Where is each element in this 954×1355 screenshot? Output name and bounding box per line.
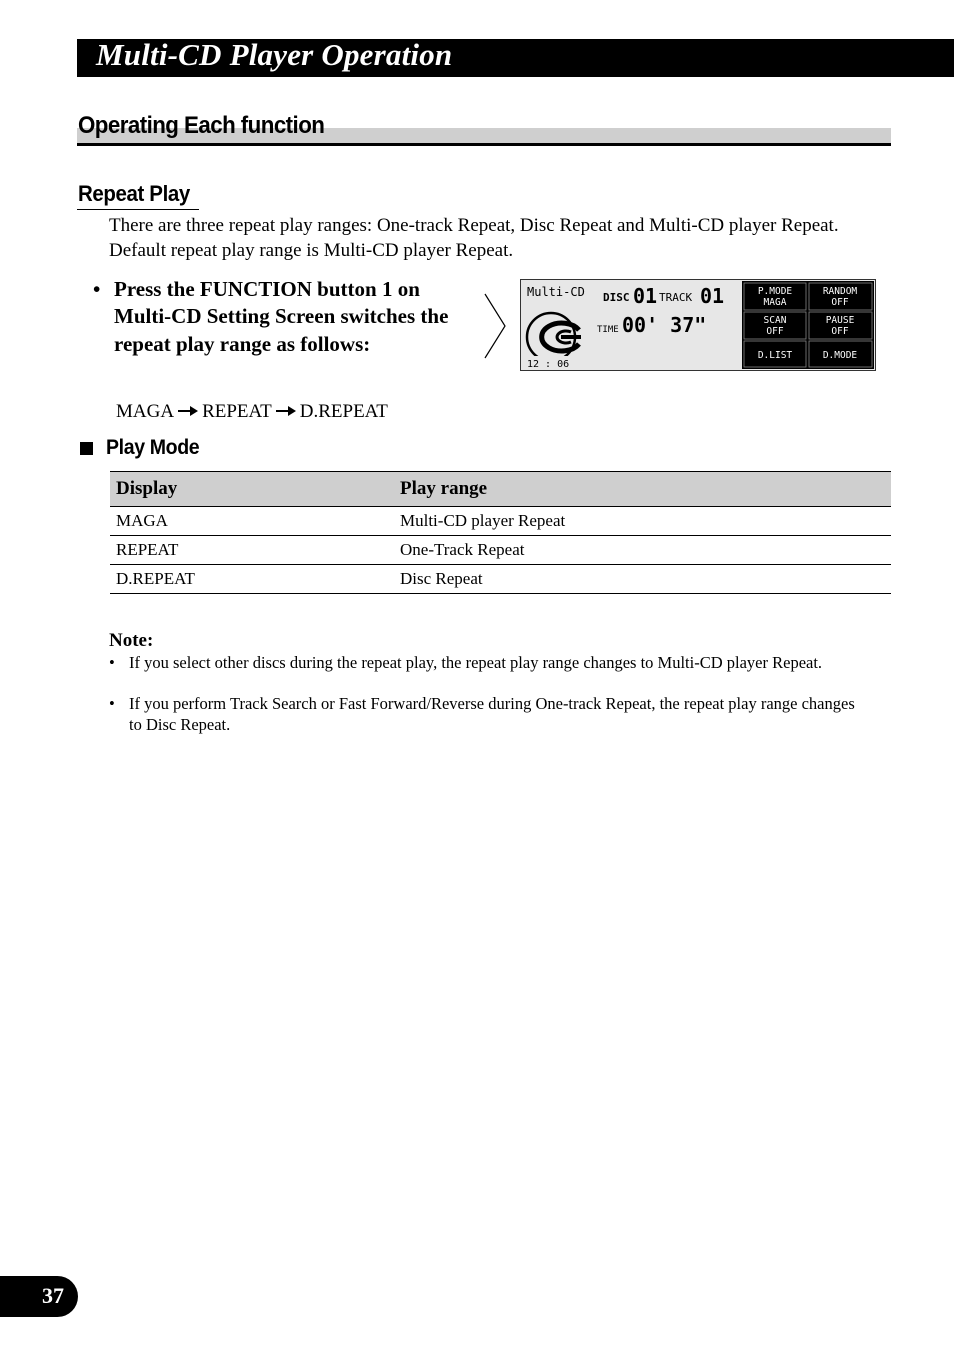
- play-mode-table: [110, 471, 891, 594]
- table-cell-play-range: Multi-CD player Repeat: [394, 507, 891, 536]
- lcd-button-pause-line1: PAUSE: [825, 315, 855, 326]
- arrow-right-icon: [177, 405, 199, 417]
- pointer-triangle-icon: [484, 293, 506, 359]
- lcd-button-d-list-label: D.LIST: [757, 350, 793, 361]
- lcd-track-label: TRACK: [659, 291, 693, 304]
- table-row: [110, 565, 891, 594]
- lcd-clock: 12 : 06: [527, 359, 570, 370]
- disc-icon: [527, 313, 581, 361]
- instruction-bullet: •: [93, 277, 101, 301]
- sequence-item-maga: MAGA: [116, 401, 175, 422]
- lcd-button-scan-line2: OFF: [766, 326, 784, 337]
- table-cell-display: D.REPEAT: [110, 565, 394, 594]
- lcd-button-p-mode-line2: MAGA: [763, 297, 787, 308]
- lcd-source-label: Multi-CD: [527, 285, 585, 299]
- table-cell-play-range: Disc Repeat: [394, 565, 891, 594]
- note-heading: Note:: [109, 630, 154, 651]
- lcd-time-value: 00' 37": [622, 313, 707, 337]
- lcd-track-value: 01: [700, 284, 725, 308]
- play-mode-heading: Play Mode: [106, 436, 200, 459]
- column-header-display: Display: [110, 472, 394, 507]
- lcd-button-p-mode-line1: P.MODE: [757, 286, 793, 297]
- table-row: [110, 507, 891, 536]
- repeat-play-intro: There are three repeat play ranges: One-track Repeat, Disc Repeat and Multi-CD player Repeat. Default repeat play range is Multi-CD player Repeat.: [109, 215, 839, 261]
- lcd-disc-label: DISC: [603, 291, 630, 304]
- repeat-play-heading-underline: [77, 209, 199, 210]
- sequence-item-d-repeat: D.REPEAT: [299, 401, 388, 422]
- lcd-button-scan-line1: SCAN: [763, 315, 787, 326]
- lcd-screen: [520, 279, 876, 371]
- column-header-play-range: Play range: [394, 472, 891, 507]
- page-title: Multi-CD Player Operation: [96, 37, 453, 72]
- table-cell-display: MAGA: [110, 507, 394, 536]
- lcd-button-pause-line2: OFF: [831, 326, 849, 337]
- page-number: 37: [42, 1283, 64, 1308]
- note-item: If you perform Track Search or Fast Forward/Reverse during One-track Repeat, the repeat play range changes to Disc Repeat.: [129, 694, 855, 734]
- lcd-disc-value: 01: [633, 284, 658, 308]
- repeat-play-heading: Repeat Play: [78, 181, 190, 206]
- page-number-tab: [0, 1276, 78, 1317]
- lcd-time-label: TIME: [597, 325, 619, 335]
- lcd-button-random-line1: RANDOM: [822, 286, 858, 297]
- table-row: [110, 536, 891, 565]
- note-item: If you select other discs during the repeat play, the repeat play range changes to Multi-CD player Repeat.: [129, 653, 823, 672]
- arrow-right-icon: [275, 405, 297, 417]
- instruction-text: Press the FUNCTION button 1 on Multi-CD Setting Screen switches the repeat play range as follows:: [114, 277, 449, 356]
- section-title: Operating Each function: [78, 112, 325, 139]
- square-bullet-icon: [80, 442, 93, 455]
- section-heading-rule: [77, 143, 891, 146]
- note-bullet: •: [109, 653, 115, 672]
- lcd-button-d-mode-label: D.MODE: [822, 350, 858, 361]
- repeat-sequence: [116, 400, 388, 424]
- table-cell-display: REPEAT: [110, 536, 394, 565]
- lcd-button-random-line2: OFF: [831, 297, 849, 308]
- table-header-row: [110, 472, 891, 507]
- table-cell-play-range: One-Track Repeat: [394, 536, 891, 565]
- note-bullet: •: [109, 694, 115, 713]
- sequence-item-repeat: REPEAT: [202, 401, 272, 422]
